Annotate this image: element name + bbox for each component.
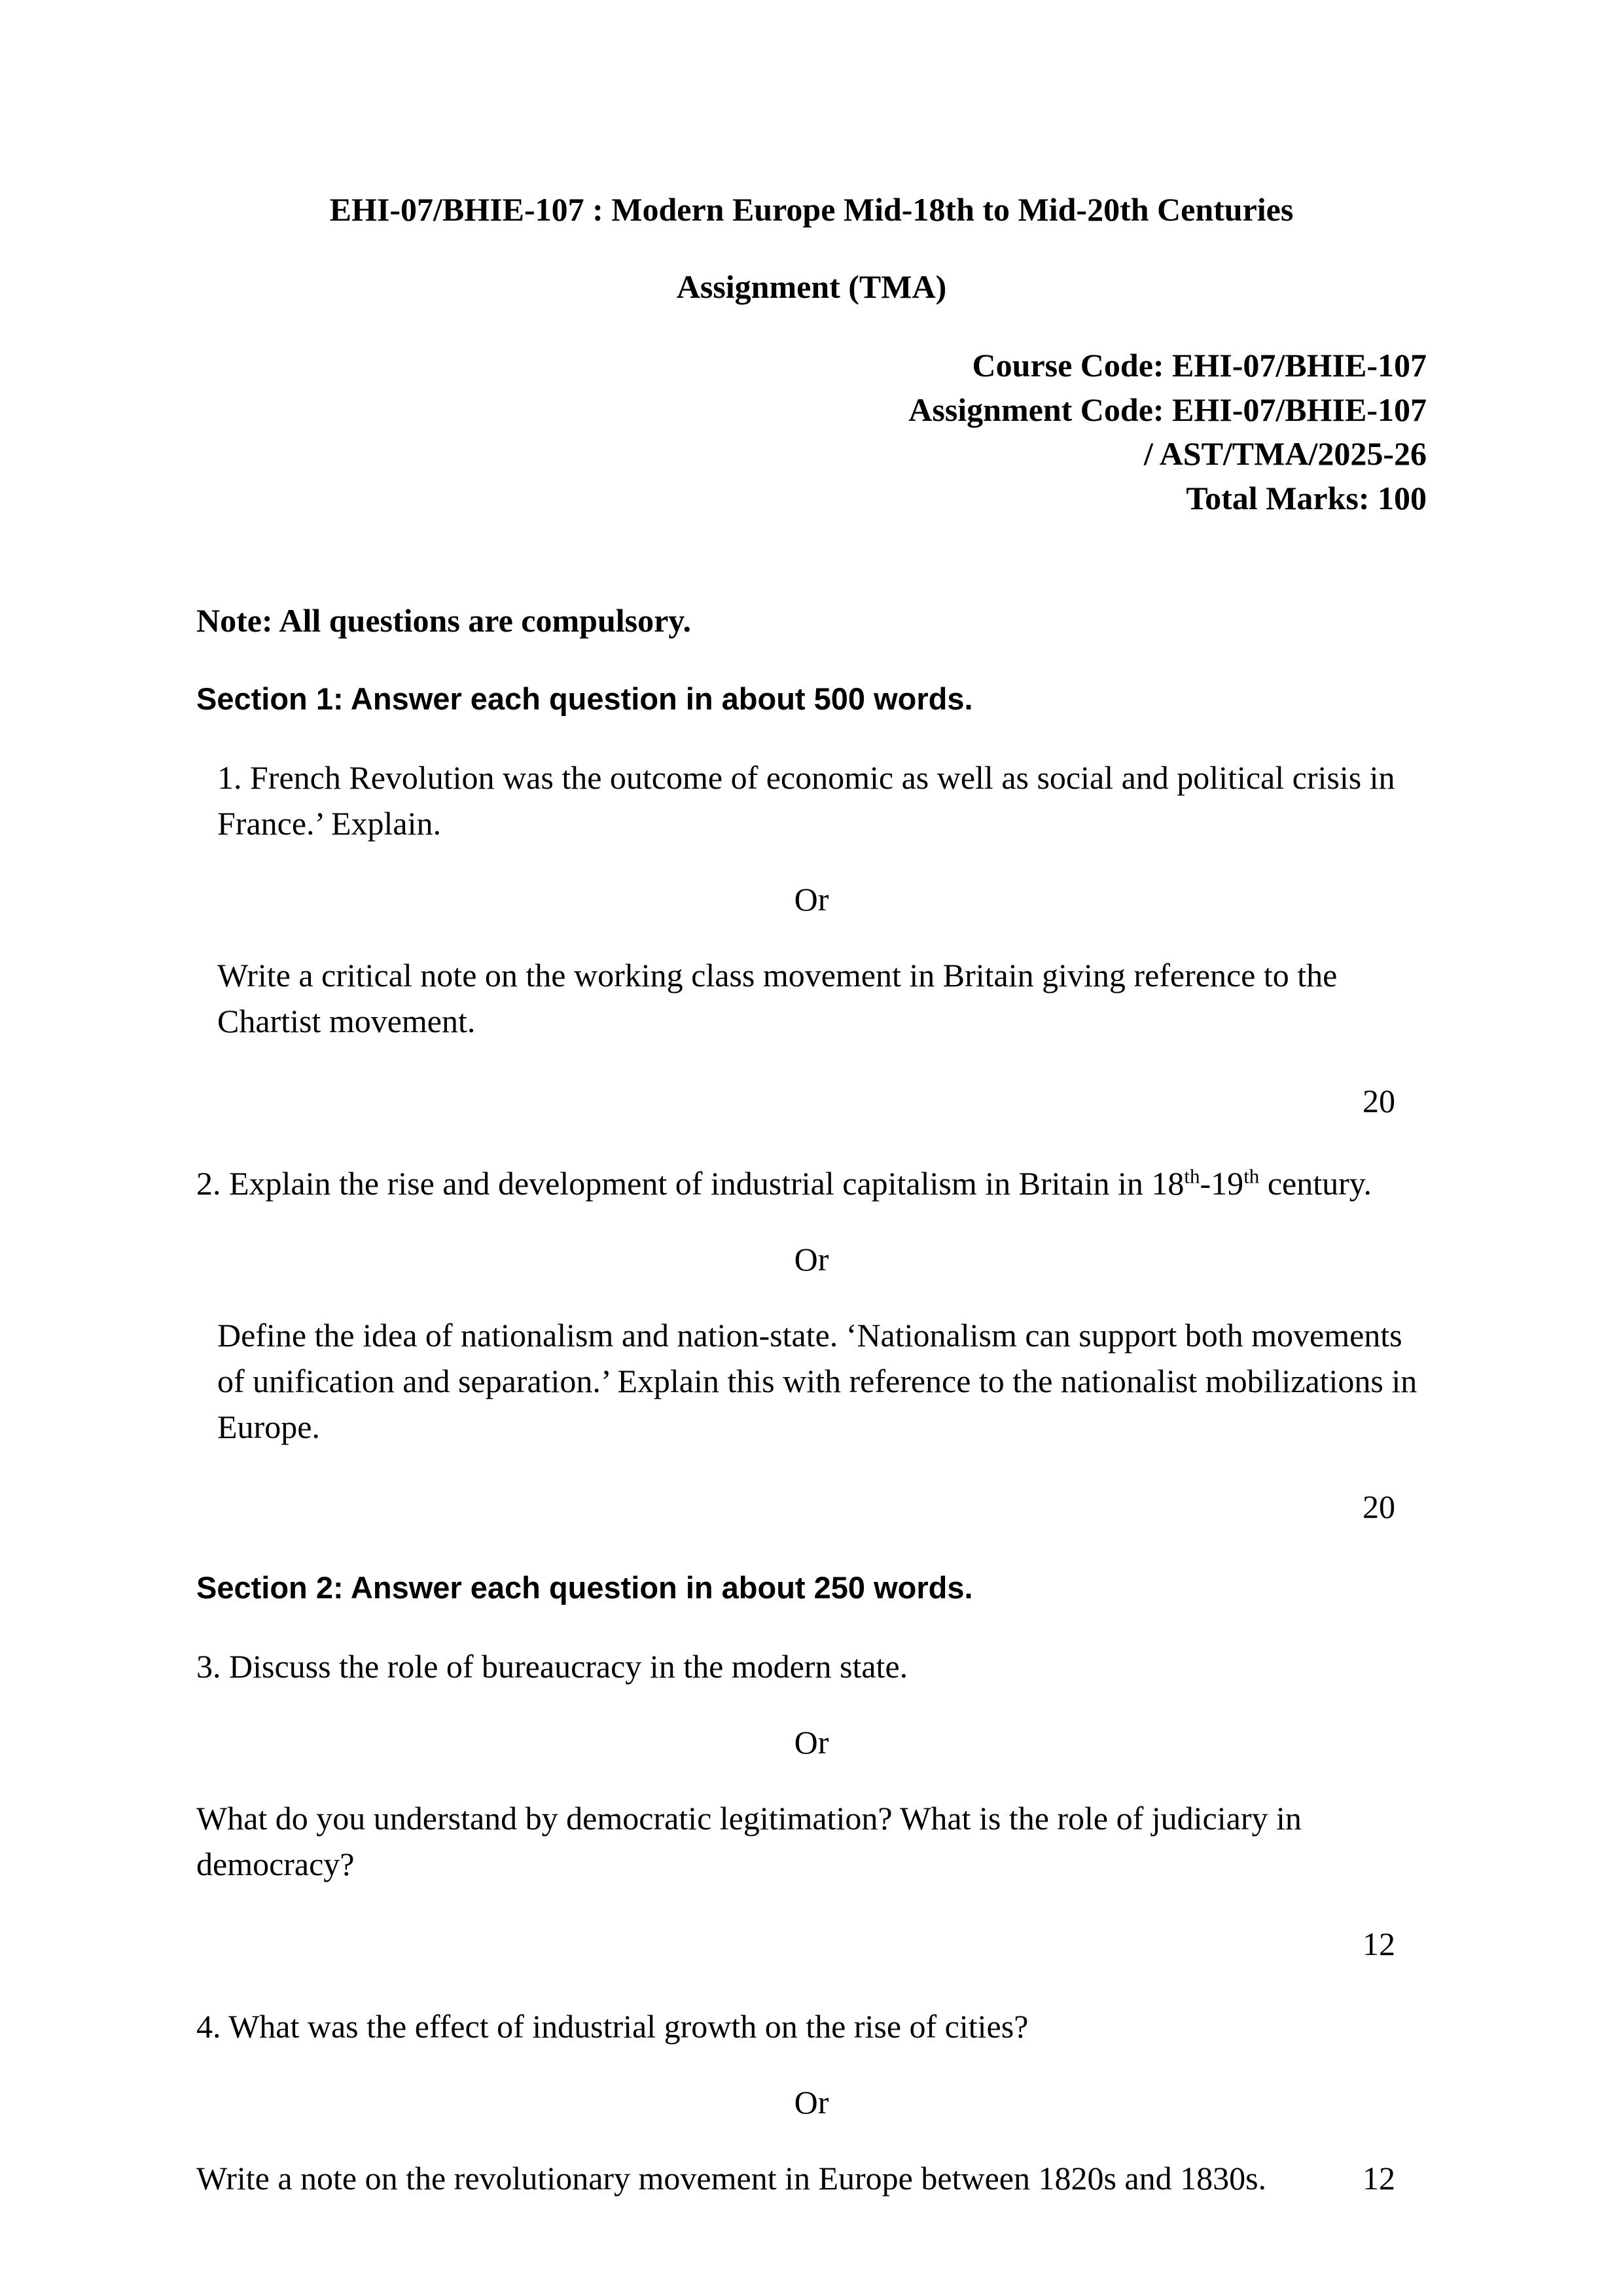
question-4-marks: 12: [1363, 2159, 1395, 2197]
question-2: [196, 1160, 1427, 1206]
question-2-text-part2: -19: [1200, 1164, 1244, 1202]
total-marks: Total Marks: 100: [1186, 479, 1427, 516]
question-2-marks: 20: [1363, 1488, 1395, 1525]
assignment-code: Assignment Code: EHI-07/BHIE-107: [908, 391, 1427, 428]
section-2-heading: Section 2: Answer each question in about 250 words.: [196, 1570, 973, 1605]
or-divider-3: Or: [794, 1723, 829, 1761]
question-3: 3. Discuss the role of bureaucracy in the modern state.: [196, 1647, 908, 1685]
question-2-superscript-2: th: [1243, 1164, 1260, 1188]
question-2-alternative: Define the idea of nationalism and nation-state. ‘Nationalism can support both movements of unification and separation.’ Explain this with reference to the nationalist mobilizations in Europe.: [217, 1316, 1418, 1445]
question-3-alternative: What do you understand by democratic legitimation? What is the role of judiciary in democracy?: [196, 1799, 1302, 1882]
question-1: 1. French Revolution was the outcome of economic as well as social and political crisis in France.’ Explain.: [217, 759, 1395, 842]
document-title: EHI-07/BHIE-107 : Modern Europe Mid-18th to Mid-20th Centuries: [329, 191, 1294, 228]
compulsory-note: Note: All questions are compulsory.: [196, 602, 692, 639]
or-divider-1: Or: [794, 880, 829, 918]
question-1-marks: 20: [1363, 1082, 1395, 1119]
course-code: Course Code: EHI-07/BHIE-107: [972, 347, 1427, 384]
question-4-alternative: Write a note on the revolutionary movement in Europe between 1820s and 1830s.: [196, 2159, 1267, 2197]
or-divider-2: Or: [794, 1240, 829, 1278]
question-4-alternative-row: [196, 2155, 1427, 2201]
assignment-code-continued: / AST/TMA/2025-26: [1144, 435, 1427, 472]
assignment-meta-block: [196, 344, 1427, 520]
question-4: 4. What was the effect of industrial growth on the rise of cities?: [196, 2007, 1029, 2045]
question-2-text-part1: 2. Explain the rise and development of industrial capitalism in Britain in 18: [196, 1164, 1185, 1202]
question-1-alternative: Write a critical note on the working class movement in Britain giving reference to the Chartist movement.: [217, 956, 1338, 1039]
section-1-heading: Section 1: Answer each question in about 500 words.: [196, 681, 973, 716]
or-divider-4: Or: [794, 2083, 829, 2121]
document-subtitle: Assignment (TMA): [676, 268, 947, 305]
question-2-superscript-1: th: [1184, 1164, 1200, 1188]
question-3-marks: 12: [1363, 1925, 1395, 1962]
question-2-text-part3: century.: [1259, 1164, 1372, 1202]
